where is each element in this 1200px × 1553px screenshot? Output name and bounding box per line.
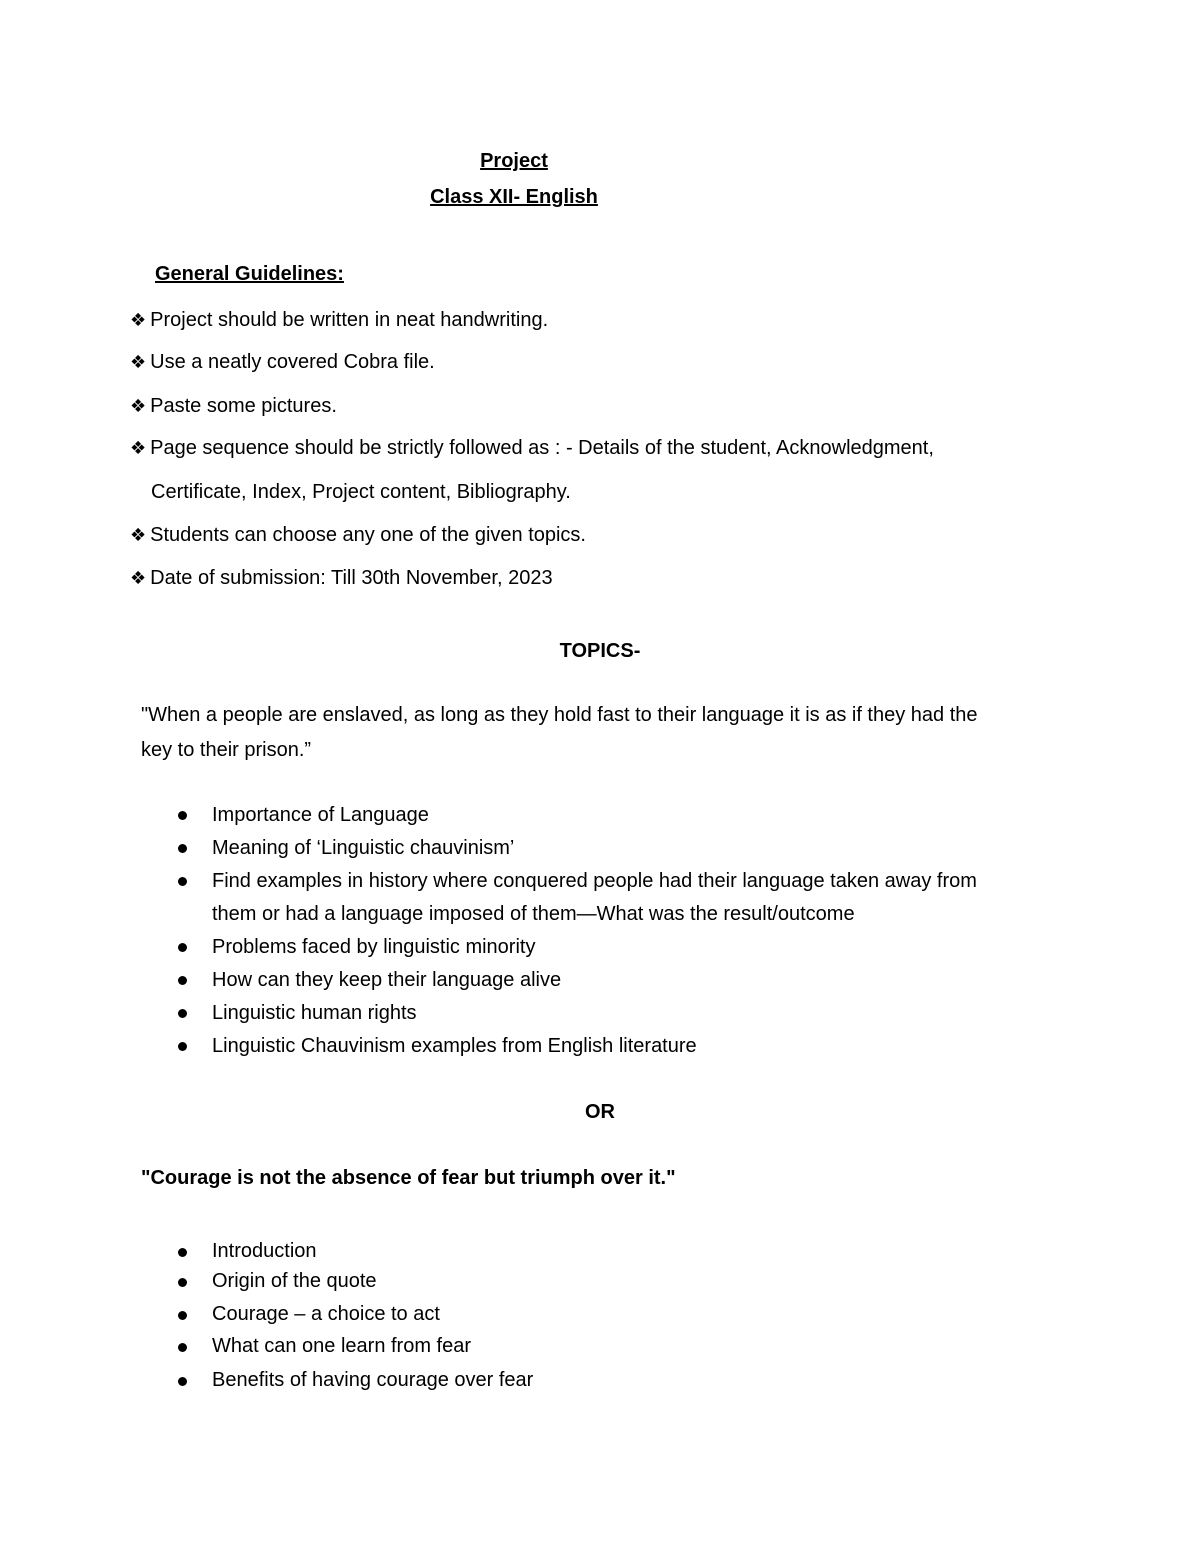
bullet-dot-icon <box>178 943 187 952</box>
guideline-item: ❖ Students can choose any one of the given topics. <box>130 524 586 546</box>
list-item: Linguistic Chauvinism examples from English literature <box>212 1035 697 1057</box>
guidelines-heading: General Guidelines: <box>155 263 344 285</box>
list-item: What can one learn from fear <box>212 1335 472 1357</box>
list-item: Find examples in history where conquered people had their language taken away from <box>212 870 977 892</box>
list-item: Problems faced by linguistic minority <box>212 936 536 958</box>
guideline-item: ❖ Use a neatly covered Cobra file. <box>130 351 435 373</box>
list-item: Courage – a choice to act <box>212 1303 440 1325</box>
page-title: Project <box>480 150 548 172</box>
bullet-dot-icon <box>178 976 187 985</box>
bullet-dot-icon <box>178 877 187 886</box>
diamond-bullet-icon: ❖ <box>130 568 147 588</box>
topic1-quote-line1: "When a people are enslaved, as long as they hold fast to their language it is as if they had the <box>141 704 978 726</box>
bullet-dot-icon <box>178 1009 187 1018</box>
list-item: Introduction <box>212 1240 317 1262</box>
bullet-dot-icon <box>178 1377 187 1386</box>
bullet-dot-icon <box>178 1248 187 1257</box>
topic2-quote: "Courage is not the absence of fear but triumph over it." <box>141 1167 676 1189</box>
bullet-dot-icon <box>178 1278 187 1287</box>
list-item: How can they keep their language alive <box>212 969 562 991</box>
guideline-item: ❖ Date of submission: Till 30th November, 2023 <box>130 567 553 589</box>
diamond-bullet-icon: ❖ <box>130 396 147 416</box>
diamond-bullet-icon: ❖ <box>130 352 147 372</box>
diamond-bullet-icon: ❖ <box>130 438 147 458</box>
topic1-quote-line2: key to their prison.” <box>141 739 312 761</box>
list-item-continuation: them or had a language imposed of them—What was the result/outcome <box>212 903 855 925</box>
guideline-item-continuation: Certificate, Index, Project content, Bibliography. <box>151 481 571 503</box>
list-item: Linguistic human rights <box>212 1002 417 1024</box>
diamond-bullet-icon: ❖ <box>130 525 147 545</box>
guideline-item: ❖ Page sequence should be strictly followed as : - Details of the student, Acknowledgment, <box>130 437 934 459</box>
diamond-bullet-icon: ❖ <box>130 310 147 330</box>
list-item: Origin of the quote <box>212 1270 377 1292</box>
list-item: Meaning of ‘Linguistic chauvinism’ <box>212 837 515 859</box>
guideline-item: ❖ Project should be written in neat handwriting. <box>130 309 549 331</box>
bullet-dot-icon <box>178 811 187 820</box>
bullet-dot-icon <box>178 844 187 853</box>
bullet-dot-icon <box>178 1343 187 1352</box>
guideline-item: ❖ Paste some pictures. <box>130 395 337 417</box>
bullet-dot-icon <box>178 1042 187 1051</box>
list-item: Benefits of having courage over fear <box>212 1369 534 1391</box>
page-subtitle: Class XII- English <box>430 186 598 208</box>
topics-heading: TOPICS- <box>559 640 641 662</box>
or-separator: OR <box>585 1101 615 1123</box>
bullet-dot-icon <box>178 1311 187 1320</box>
list-item: Importance of Language <box>212 804 429 826</box>
